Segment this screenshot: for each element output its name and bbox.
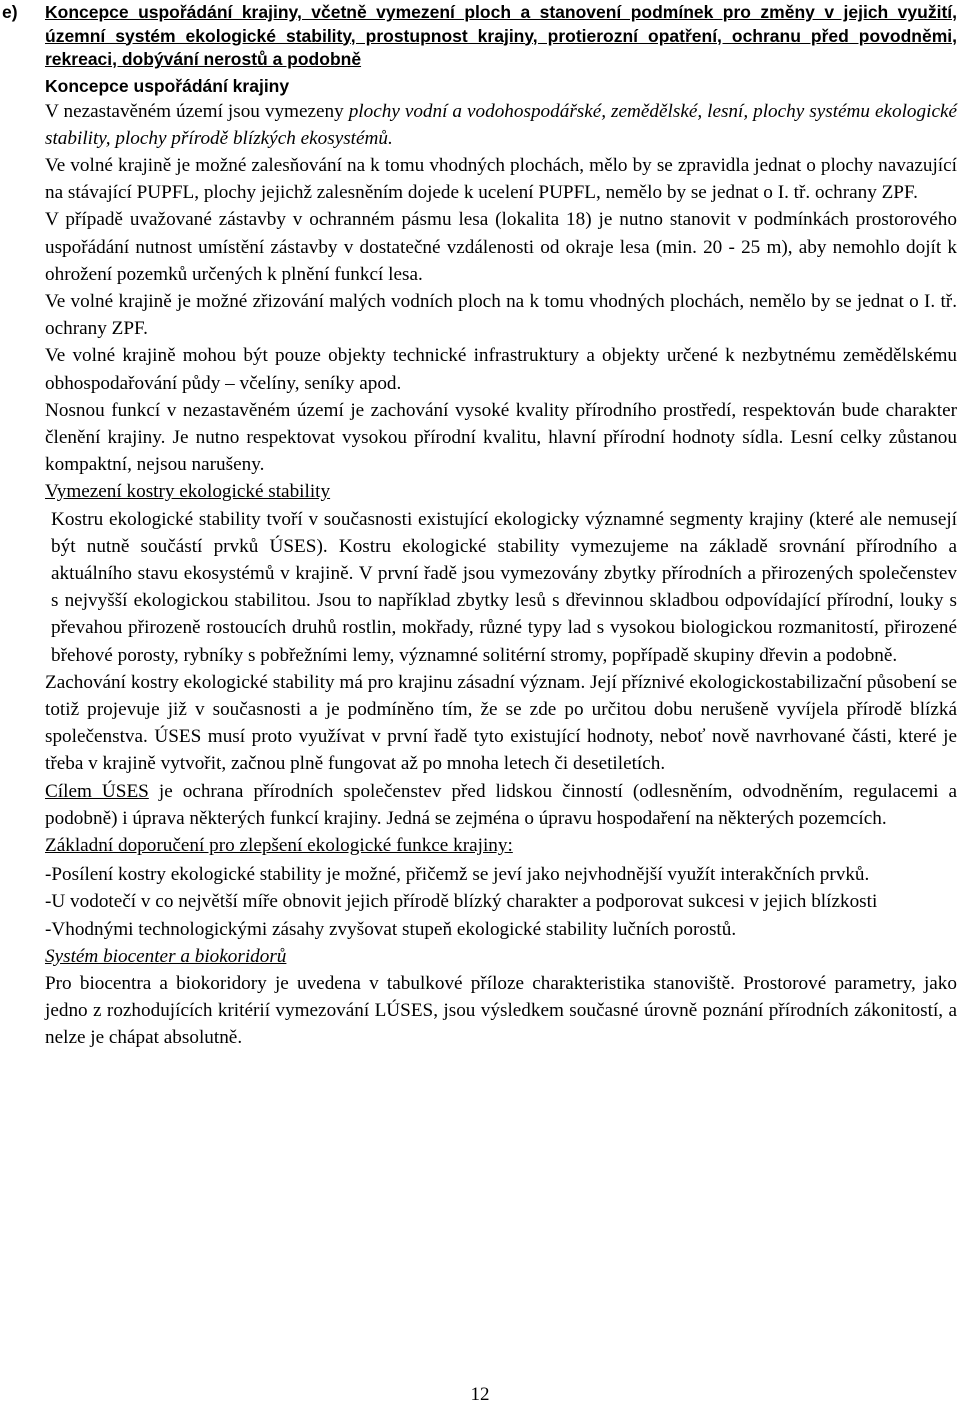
paragraph-zalesnovani: Ve volné krajině je možné zalesňování na k tomu vhodných plochách, mělo by se zpravidla jednat o plochy navazující na stávající PUPFL, plochy jejichž zalesněním dojede k ucelení PUPFL, nemělo by se jednat o I. tř. ochrany ZPF.	[45, 154, 957, 204]
cil-uses-label: Cílem ÚSES	[45, 780, 149, 802]
section-marker: e)	[2, 2, 18, 22]
page-content	[45, 1, 957, 1052]
paragraph-biocentra: Pro biocentra a biokoridory je uvedena v tabulkové příloze charakteristika stanoviště. Prostorové parametry, jako jedno z rozhodujících kritérií vymezování LÚSES, jsou výsledkem současné úrovně poznání přírodních zákonitostí, a nelze je chápat absolutně.	[45, 973, 957, 1049]
biocentra-heading: Systém biocenter a biokoridorů	[45, 945, 287, 967]
paragraph-ochranne-pasmo: V případě uvažované zástavby v ochranném pásmu lesa (lokalita 18) je nutno stanovit v podmínkách prostorového uspořádání nutnost umístění zástavby v dostatečné vzdálenosti od okraje lesa (min. 20 - 25 m), aby nemohlo dojít k ohrožení pozemků určených k plnění funkcí lesa.	[45, 209, 957, 285]
doporuceni-item: -Posílení kostry ekologické stability je možné, přičemž se jeví jako nejvhodnější využít interakčních prvků.	[45, 864, 870, 886]
doporuceni-item: -U vodotečí v co největší míře obnovit jejich přírodě blízký charakter a podporovat sukcesi v jejich blízkosti	[45, 891, 878, 913]
doporuceni-heading: Základní doporučení pro zlepšení ekologické funkce krajiny:	[45, 834, 513, 856]
paragraph-nosna-funkce: Nosnou funkcí v nezastavěném území je zachování vysoké kvality přírodního prostředí, respektován bude charakter členění krajiny. Je nutno respektovat vysokou přírodní kvalitu, hlavní přírodní hodnoty sídla. Lesní celky zůstanou kompaktní, nejsou narušeny.	[45, 399, 957, 476]
cil-uses-text: je ochrana přírodních společenstev před lidskou činností (odlesněním, odvodněním, regulacemi a podobně) i úprava některých funkcí krajiny. Jedná se zejména o úpravu hospodaření na některých pozemcích.	[45, 780, 957, 829]
paragraph-kostra: Kostru ekologické stability tvoří v současnosti existující ekologicky významné segmenty krajiny (které ale nemusejí být nutně součástí prvků ÚSES). Kostru ekologické stability vymezujeme na základě srovnání přírodního a aktuálního stavu ekosystémů v krajině. V první řadě jsou vymezovány zbytky přírodních a přirozených společenstev s nejvyšší ekologickou stabilitou. Jsou to například zbytky lesů s dřevinnou skladbou odpovídající přírodní, louky s převahou přirozeně rostoucích druhů rostlin, mokřady, různé typy lad s vysokou biologickou rozmanitostí, přirozené břehové porosty, rybníky s pobřežními lemy, významné solitérní stromy, popřípadě skupiny dřevin a podobně.	[51, 508, 957, 666]
paragraph-zachovani-kostry: Zachování kostry ekologické stability má pro krajinu zásadní význam. Její příznivé ekologickostabilizační působení se totiž projevuje již v současnosti a je podmíněno tím, že se zde po určitou dobu nerušeně vyvíjela přírodě blízká společenstva. ÚSES musí proto využívat v první řadě tyto existující hodnoty, neboť nově navrhované části, které je třeba v krajině vytvořit, začnou plně fungovat až po mnoha letech či desetiletích.	[45, 671, 957, 775]
paragraph-plochy-lead: V nezastavěném území jsou vymezeny	[45, 100, 349, 122]
subsection-heading: Koncepce uspořádání krajiny	[45, 75, 290, 96]
section-heading: Koncepce uspořádání krajiny, včetně vymezení ploch a stanovení podmínek pro změny v jejich využití, územní systém ekologické stability, prostupnost krajiny, protierozní opatření, ochranu před povodněmi, rekreaci, dobývání nerostů a podobně	[45, 2, 957, 69]
paragraph-vodni-plochy: Ve volné krajině je možné zřizování malých vodních ploch na k tomu vhodných plochách, nemělo by se jednat o I. tř. ochrany ZPF.	[45, 290, 957, 340]
paragraph-plochy	[45, 98, 957, 152]
page-number: 12	[470, 1384, 490, 1405]
paragraph-plochy-italic: plochy vodní a vodohospodářské, zemědělské, lesní, plochy systému ekologické stability, plochy přírodě blízkých ekosystémů.	[45, 100, 957, 149]
paragraph-objekty: Ve volné krajině mohou být pouze objekty technické infrastruktury a objekty určené k nezbytnému zemědělskému obhospodařování půdy – včelíny, seníky apod.	[45, 345, 957, 394]
doporuceni-item: -Vhodnými technologickými zásahy zvyšovat stupeň ekologické stability lučních porostů.	[45, 918, 737, 940]
kostra-heading: Vymezení kostry ekologické stability	[45, 481, 331, 503]
paragraph-cil-uses	[45, 778, 957, 832]
